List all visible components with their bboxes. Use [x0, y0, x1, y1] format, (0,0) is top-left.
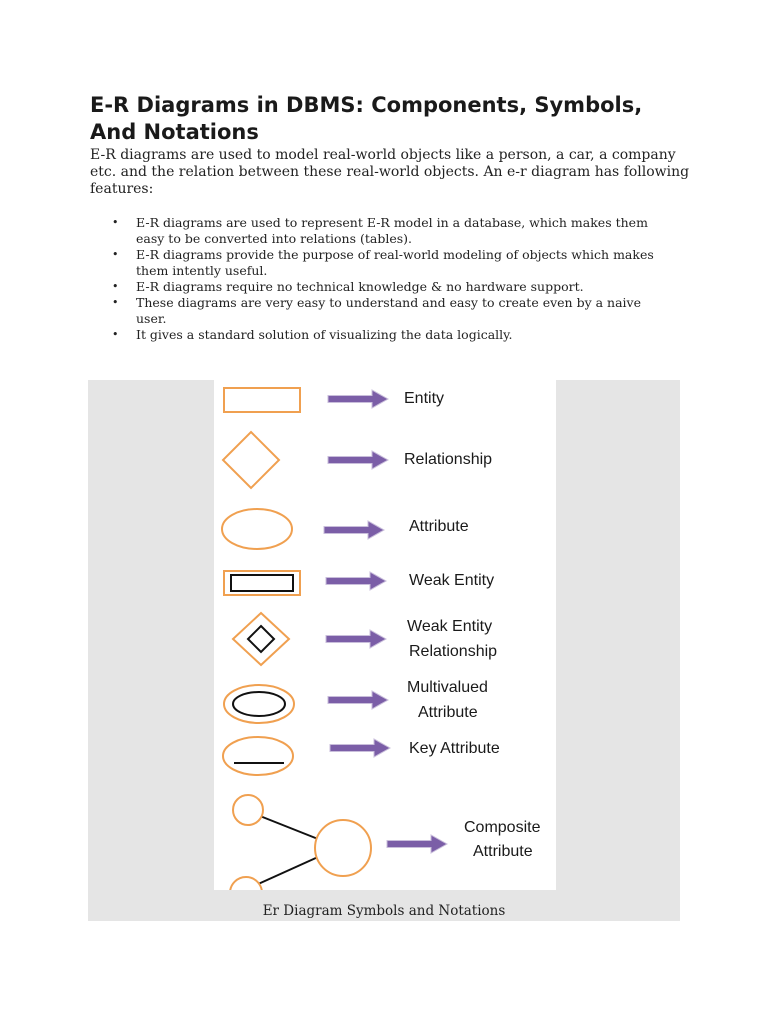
- list-item: • E-R diagrams require no technical knowledge & no hardware support.: [112, 279, 584, 294]
- bullet-icon: •: [112, 296, 119, 309]
- entity-label: Entity: [404, 390, 445, 407]
- composite-attribute-label-line2: Attribute: [473, 843, 533, 860]
- list-item: • It gives a standard solution of visualizing the data logically.: [112, 327, 513, 342]
- multivalued-attribute-label-line2: Attribute: [418, 704, 478, 721]
- weak-entity-label: Weak Entity: [409, 572, 495, 589]
- key-attribute-arrow-icon: [330, 739, 390, 757]
- relationship-label: Relationship: [404, 451, 493, 468]
- list-item: • These diagrams are very easy to understand and easy to create even by a naive user.: [112, 295, 641, 326]
- relationship-arrow-icon: [328, 451, 388, 469]
- list-item: • E-R diagrams are used to represent E-R model in a database, which makes them easy to be converted into relations (tables).: [112, 215, 648, 246]
- attribute-label: Attribute: [409, 518, 469, 535]
- composite-sub-attribute-symbol: [230, 877, 262, 890]
- multivalued-attribute-symbol: [224, 685, 294, 723]
- composite-attribute-label-line1: Composite: [464, 819, 541, 836]
- er-symbols-figure: [88, 380, 680, 921]
- entity-symbol: [224, 388, 300, 412]
- weak-entity-relationship-label-line1: Weak Entity: [407, 618, 493, 635]
- intro-paragraph: E-R diagrams are used to model real-world objects like a person, a car, a company etc. and the relation between these real-world objects. An e-r diagram has following features:: [90, 147, 690, 197]
- multivalued-attribute-label-line1: Multivalued: [407, 679, 488, 696]
- attribute-symbol: [222, 509, 292, 549]
- bullet-icon: •: [112, 328, 119, 341]
- entity-arrow-icon: [328, 390, 388, 408]
- figure-caption: Er Diagram Symbols and Notations: [262, 903, 506, 919]
- relationship-symbol: [223, 432, 279, 488]
- composite-sub-attribute-symbol: [233, 795, 263, 825]
- composite-attribute-symbol: [315, 820, 371, 876]
- symbols-drawing: [214, 380, 556, 890]
- weak-entity-relationship-label-line2: Relationship: [409, 643, 498, 660]
- symbols-panel: [214, 380, 556, 890]
- weak-entity-arrow-icon: [326, 572, 386, 590]
- composite-attribute-arrow-icon: [387, 835, 447, 853]
- bullet-icon: •: [112, 280, 119, 293]
- list-item: • E-R diagrams provide the purpose of real-world modeling of objects which makes them intently useful.: [112, 247, 654, 278]
- features-list: [112, 215, 672, 343]
- multivalued-attribute-arrow-icon: [328, 691, 388, 709]
- weak-entity-relationship-symbol: [233, 613, 289, 665]
- bullet-icon: •: [112, 216, 119, 229]
- attribute-arrow-icon: [324, 521, 384, 539]
- weak-entity-relationship-arrow-icon: [326, 630, 386, 648]
- key-attribute-symbol: [223, 737, 293, 775]
- bullet-icon: •: [112, 248, 119, 261]
- page-title: E-R Diagrams in DBMS: Components, Symbols, And Notations: [90, 93, 643, 144]
- key-attribute-label: Key Attribute: [409, 740, 500, 757]
